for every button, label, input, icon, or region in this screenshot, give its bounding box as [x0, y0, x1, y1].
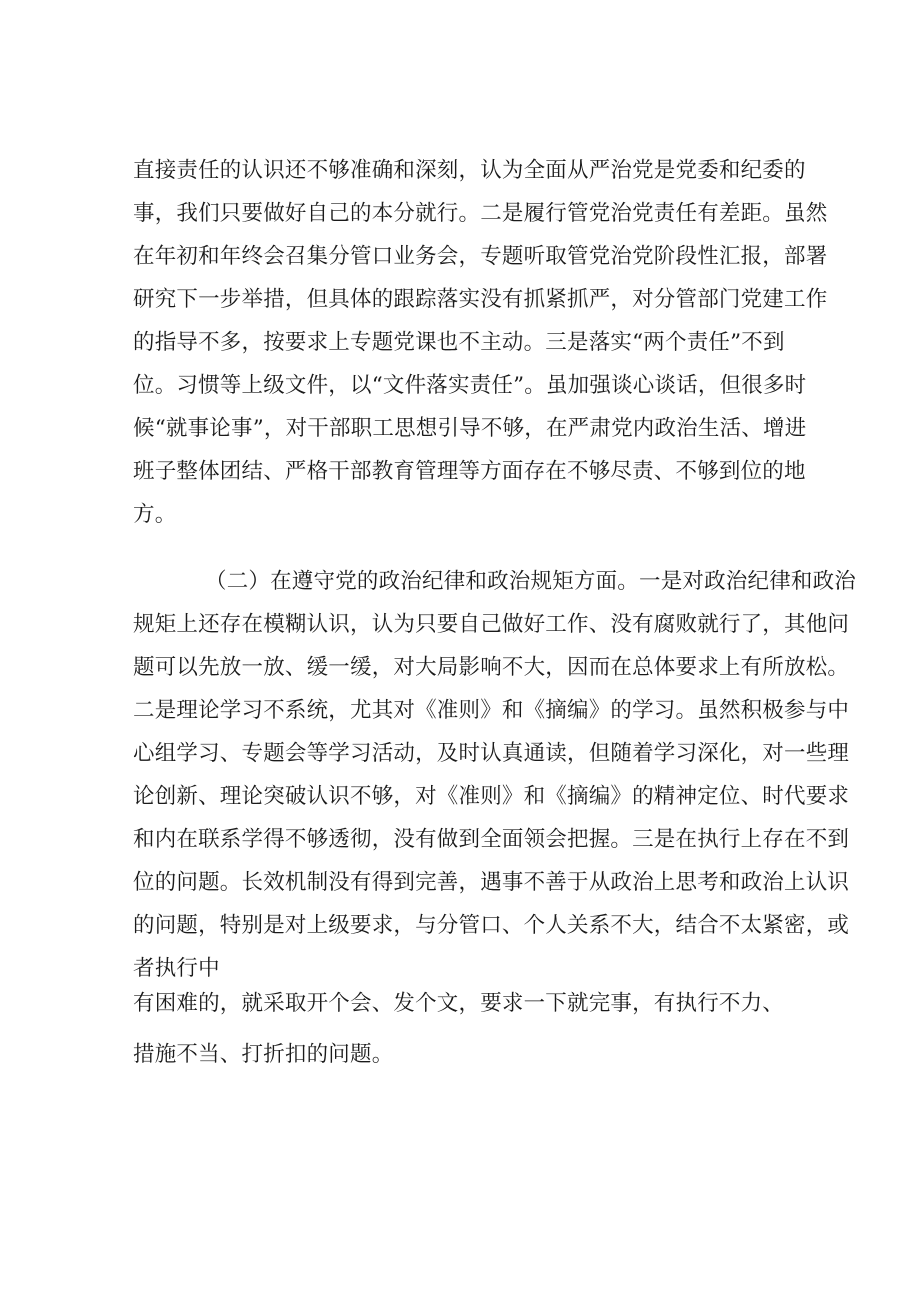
text-line: 事，我们只要做好自己的本分就行。二是履行管党治党责任有差距。虽然 — [133, 201, 828, 226]
text-line: 位。习惯等上级文件，以“文件落实责任”。虽加强谈心谈话，但很多时 — [133, 373, 807, 398]
text-line: 直接责任的认识还不够准确和深刻，认为全面从严治党是党委和纪委的 — [133, 158, 806, 183]
text-line: 在年初和年终会召集分管口业务会，专题听取管党治党阶段性汇报，部署 — [133, 244, 828, 269]
text-line: 有困难的，就采取开个会、发个文，要求一下就完事，有执行不力、 — [133, 991, 785, 1016]
text-line: 的问题，特别是对上级要求，与分管口、个人关系不大，结合不太紧密，或 — [133, 913, 850, 938]
text-line: 的指导不多，按要求上专题党课也不主动。三是落实“两个责任”不到 — [133, 330, 785, 355]
text-line: 规矩上还存在模糊认识，认为只要自己做好工作、没有腐败就行了，其他问 — [133, 612, 850, 637]
text-line: 候“就事论事”，对干部职工思想引导不够，在严肃党内政治生活、增进 — [133, 416, 807, 441]
text-line: 者执行中 — [133, 956, 220, 981]
text-line: 论创新、理论突破认识不够，对《准则》和《摘编》的精神定位、时代要求 — [133, 784, 850, 809]
text-line: 二是理论学习不系统，尤其对《准则》和《摘编》的学习。虽然积极参与中 — [133, 698, 850, 723]
text-line: 心组学习、专题会等学习活动，及时认真通读，但随着学习深化，对一些理 — [133, 741, 850, 766]
section-heading-line: （二）在遵守党的政治纪律和政治规矩方面。一是对政治纪律和政治 — [205, 569, 857, 594]
text-line: 措施不当、打折扣的问题。 — [133, 1042, 394, 1067]
text-line: 方。 — [133, 502, 177, 527]
text-line: 研究下一步举措，但具体的跟踪落实没有抓紧抓严，对分管部门党建工作 — [133, 287, 828, 312]
text-line: 题可以先放一放、缓一缓，对大局影响不大，因而在总体要求上有所放松。 — [133, 655, 850, 680]
text-line: 位的问题。长效机制没有得到完善，遇事不善于从政治上思考和政治上认识 — [133, 870, 850, 895]
text-line: 班子整体团结、严格干部教育管理等方面存在不够尽责、不够到位的地 — [133, 459, 806, 484]
text-line: 和内在联系学得不够透彻，没有做到全面领会把握。三是在执行上存在不到 — [133, 827, 850, 852]
